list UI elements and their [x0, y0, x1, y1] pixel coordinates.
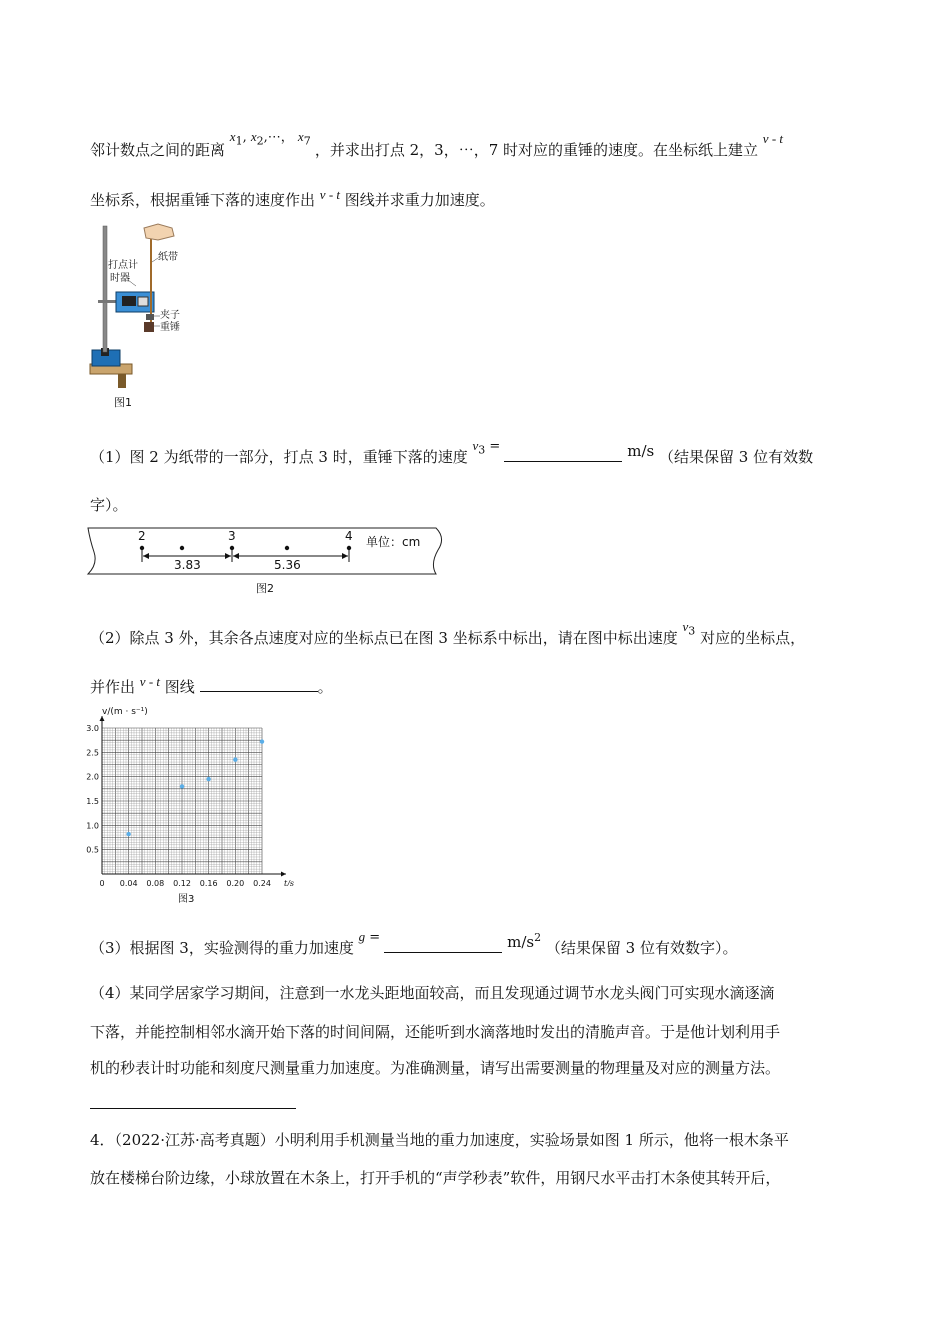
x-symbol: x [250, 129, 257, 144]
intro-line-1: 邻计数点之间的距离 $x_1$, $x_2,\cdots$， $x_7$ ，并求出打点 2，3，⋯，7 时对应的重锤的速度。在坐标纸上建立 v - t [90, 129, 784, 159]
answer-blank-graph[interactable] [200, 691, 318, 692]
x-tick-label: 0.24 [253, 879, 271, 886]
q1-text: （1）图 2 为纸带的一部分，打点 3 时，重锤下落的速度 [90, 448, 468, 466]
figure-1 [88, 222, 198, 412]
distance-2: 5.36 [274, 558, 301, 572]
data-point [206, 777, 210, 781]
x-symbol: x [229, 129, 236, 144]
label-timer-2: 时器 [110, 273, 130, 284]
q3-text-b: （结果保留 3 位有效数字）。 [545, 939, 738, 957]
unit-ms: m/s [627, 442, 655, 460]
question-1-line-2: 字）。 [90, 496, 128, 514]
equals-sign: = [369, 930, 381, 945]
figure-3 [80, 704, 300, 904]
vt-chart [80, 704, 300, 886]
y-tick-label: 0.5 [86, 845, 99, 855]
label-timer-1: 打点计 [108, 260, 138, 271]
figure-1-caption: 图1 [114, 396, 132, 409]
q2-text-d: 图线 [164, 678, 195, 696]
x-tick-label: 0.08 [146, 879, 165, 886]
sub-2: 2 [256, 134, 264, 148]
v-symbol: v [472, 438, 479, 453]
y-tick-label: 3.0 [86, 724, 99, 733]
intro-text-2b: 图线并求重力加速度。 [344, 191, 495, 209]
y-axis-label: v/(m · s⁻¹) [102, 707, 148, 717]
x-symbol: x [297, 129, 304, 144]
y-tick-label: 1.0 [86, 821, 99, 831]
intro-line-2 [90, 187, 495, 211]
question-4-line-1: （4）某同学居家学习期间，注意到一水龙头距地面较高，而且发现通过调节水龙头阀门可实现水滴逐滴 [90, 984, 775, 1002]
question-1-line-1 [90, 438, 814, 473]
data-point [233, 757, 237, 761]
answer-blank-v3[interactable] [504, 461, 622, 462]
q3-text: （3）根据图 3，实验测得的重力加速度 [90, 939, 354, 957]
x-axis-arrow [281, 872, 286, 877]
vt-symbol: v - t [319, 187, 341, 202]
label-clip: 夹子 [160, 310, 180, 321]
v-sub: 3 [688, 624, 696, 638]
q2-text-b: 对应的坐标点， [700, 629, 806, 647]
unit-label: 单位：cm [366, 535, 421, 549]
q1-text-b: （结果保留 3 位有效数 [659, 448, 814, 466]
q2-text-e: 。 [317, 678, 333, 696]
point-2-label: 2 [138, 529, 146, 543]
q2-text: （2）除点 3 外，其余各点速度对应的坐标点已在图 3 坐标系中标出，请在图中标出速度 [90, 629, 678, 647]
point-3-label: 3 [228, 529, 236, 543]
distance-1: 3.83 [174, 558, 201, 572]
g-symbol: g [358, 929, 366, 944]
answer-blank-g[interactable] [384, 952, 502, 953]
sub-7: 7 [303, 134, 311, 148]
data-point [260, 739, 264, 743]
x-tick-label: 0.12 [173, 879, 191, 886]
sub-1: 1 [235, 134, 243, 148]
question-4-line-3: 机的秒表计时功能和刻度尺测量重力加速度。为准确测量，请写出需要测量的物理量及对应的测量方法。 [90, 1059, 781, 1077]
y-tick-label: 1.5 [86, 797, 99, 806]
q2-text-c: 并作出 [90, 678, 136, 696]
intro-text-b: ，并求出打点 2，3，⋯，7 时对应的重锤的速度。在坐标纸上建立 [314, 141, 759, 159]
y-tick-label: 2.5 [86, 748, 99, 758]
equals-sign: = [489, 439, 501, 454]
x-tick-label: 0.16 [199, 879, 218, 886]
data-point [180, 784, 184, 788]
vt-symbol: v - t [762, 131, 784, 146]
label-tape: 纸带 [158, 252, 178, 263]
question-2-line-2 [90, 674, 333, 698]
question-3-line [90, 929, 738, 960]
x-tick-label: 0.04 [119, 879, 138, 886]
point-4-label: 4 [345, 529, 353, 543]
vt-symbol: v - t [139, 674, 161, 689]
unit-sup: 2 [534, 931, 542, 944]
intro-text: 邻计数点之间的距离 [90, 141, 226, 159]
v-symbol: v [682, 619, 689, 634]
data-point [126, 832, 130, 836]
problem-4-line-1: 4．（2022·江苏·高考真题）小明利用手机测量当地的重力加速度，实验场景如图 1 所示，他将一根木条平 [90, 1131, 789, 1149]
y-tick-label: 2.0 [86, 772, 99, 782]
problem-4-line-2: 放在楼梯台阶边缘，小球放置在木条上，打开手机的“声学秒表”软件，用钢尺水平击打木条使其转开后， [90, 1169, 781, 1187]
apparatus-drawing [88, 222, 198, 392]
intro-text-2a: 坐标系，根据重锤下落的速度作出 [90, 191, 316, 209]
question-2-line-1 [90, 619, 806, 654]
figure-2 [86, 524, 446, 599]
figure-3-caption: 图3 [178, 894, 195, 905]
question-4-line-2: 下落，并能控制相邻水滴开始下落的时间间隔，还能听到水滴落地时发出的清脆声音。于是他计划利用手 [90, 1023, 781, 1041]
unit-ms2: m/s [507, 933, 535, 951]
x-tick-label: 0.20 [226, 879, 245, 886]
figure-2-caption: 图2 [256, 582, 274, 595]
x-axis-label: t/s [284, 879, 295, 886]
answer-line[interactable] [90, 1108, 296, 1109]
v-sub: 3 [478, 443, 486, 457]
dots: ,⋯， [263, 130, 294, 145]
x-tick-label: 0 [99, 879, 105, 886]
label-weight: 重锤 [160, 322, 180, 333]
